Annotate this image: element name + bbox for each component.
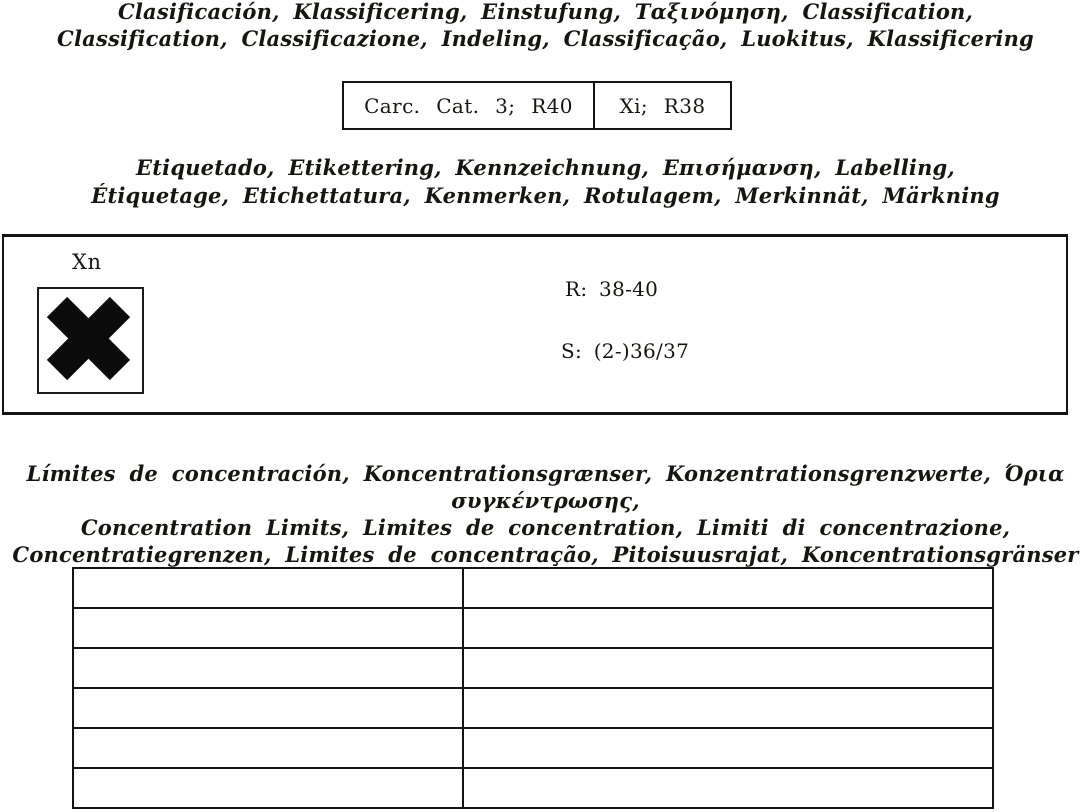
- limits-table-row: [73, 688, 993, 728]
- limits-table-cell: [73, 608, 463, 648]
- hazard-symbol-code: Xn: [72, 250, 102, 274]
- concentration-limits-heading-line1: Límites de concentración, Koncentrationsgrænser, Konzentrationsgrenzwerte, Όρια συγκέντρωσης,: [26, 461, 1065, 513]
- limits-table-cell: [73, 648, 463, 688]
- concentration-limits-table: [72, 567, 994, 809]
- concentration-limits-heading-line2: Concentration Limits, Limites de concentration, Limiti di concentrazione,: [80, 515, 1011, 540]
- limits-table-cell: [463, 688, 993, 728]
- labelling-heading-line2: Étiquetage, Etichettatura, Kenmerken, Rotulagem, Merkinnät, Märkning: [91, 183, 1000, 208]
- limits-table-cell: [463, 568, 993, 608]
- limits-table-cell: [73, 688, 463, 728]
- limits-table-cell: [463, 608, 993, 648]
- labelling-box: [2, 234, 1068, 415]
- limits-table-row: [73, 568, 993, 608]
- harmful-cross-icon: [37, 287, 144, 394]
- concentration-limits-heading-line3: Concentratiegrenzen, Limites de concentração, Pitoisuusrajat, Koncentrationsgränser: [12, 542, 1079, 567]
- limits-table-cell: [73, 728, 463, 768]
- classification-box: [342, 81, 732, 130]
- limits-table-row: [73, 728, 993, 768]
- limits-table-cell: [463, 728, 993, 768]
- limits-table-row: [73, 648, 993, 688]
- limits-table-cell: [73, 768, 463, 808]
- risk-phrases: R: 38-40: [565, 277, 659, 301]
- harmful-cross-glyph: [39, 289, 138, 388]
- labelling-heading: [0, 154, 1091, 210]
- classification-cell-xi: Xi; R38: [593, 83, 730, 128]
- limits-table-cell: [463, 648, 993, 688]
- limits-table-cell: [73, 568, 463, 608]
- limits-table-body: [73, 568, 993, 808]
- classification-heading-line1: Clasificación, Klassificering, Einstufung, Ταξινόμηση, Classification,: [117, 0, 974, 24]
- limits-table-row: [73, 608, 993, 648]
- limits-table-cell: [463, 768, 993, 808]
- classification-heading-line2: Classification, Classificazione, Indeling, Classificação, Luokitus, Klassificering: [57, 26, 1034, 51]
- classification-heading: [0, 0, 1091, 52]
- limits-table-row: [73, 768, 993, 808]
- safety-phrases: S: (2-)36/37: [561, 339, 690, 363]
- labelling-heading-line1: Etiquetado, Etikettering, Kennzeichnung, Επισήμανση, Labelling,: [136, 155, 955, 180]
- concentration-limits-heading: [0, 460, 1091, 568]
- classification-cell-carc: Carc. Cat. 3; R40: [364, 93, 573, 118]
